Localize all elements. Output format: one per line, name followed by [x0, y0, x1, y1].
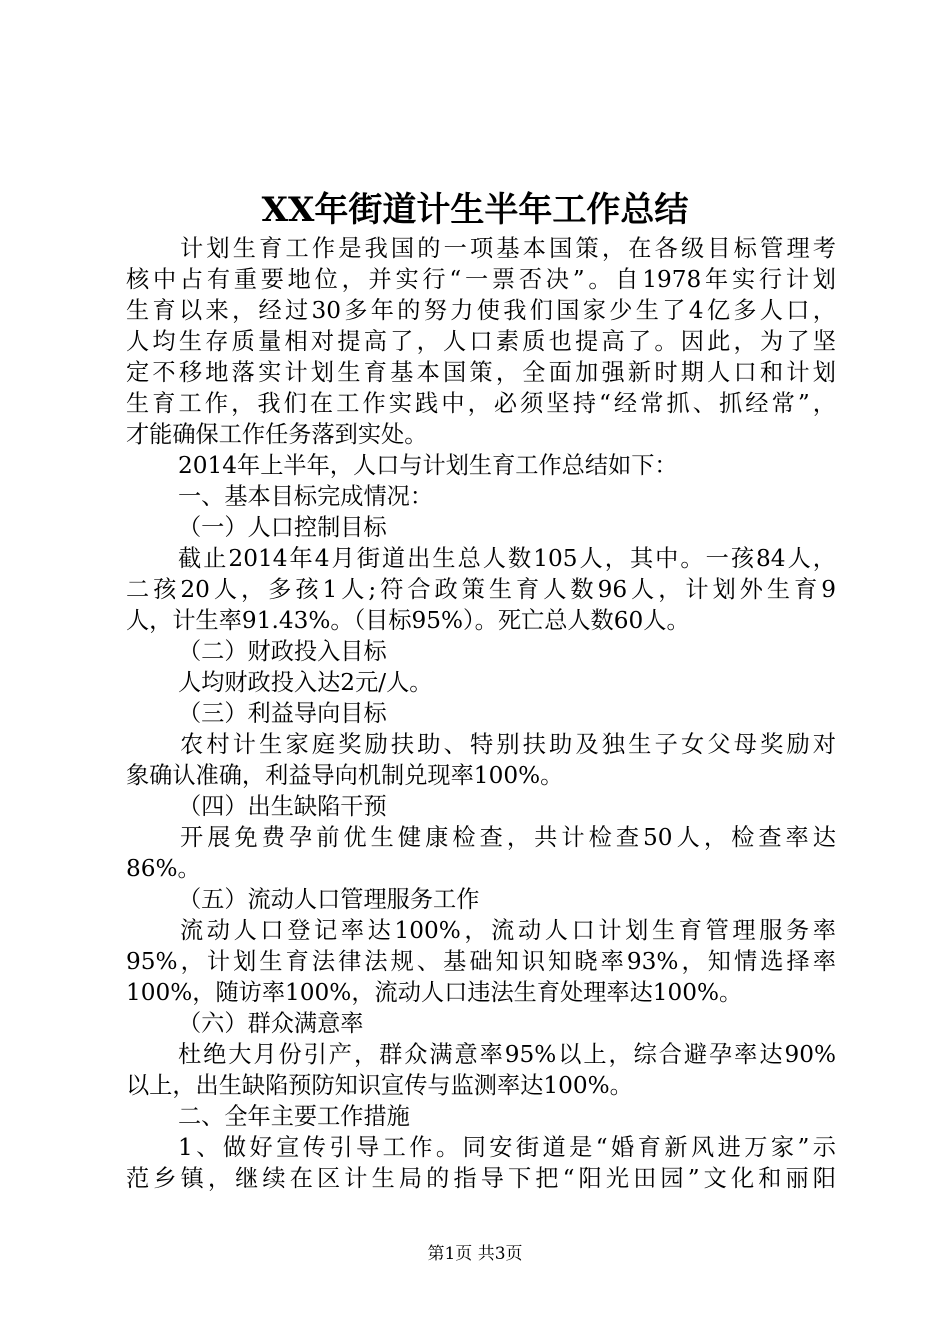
paragraph-line: 95%，计划生育法律法规、基础知识知晓率93%，知情选择率	[126, 948, 836, 975]
paragraph-line: 开展免费孕前优生健康检查，共计检查50人，检查率达	[180, 824, 836, 851]
paragraph-line: 定不移地落实计划生育基本国策，全面加强新时期人口和计划	[126, 359, 836, 386]
paragraph-line: 杜绝大月份引产，群众满意率95%以上，综合避孕率达90%	[178, 1041, 836, 1068]
paragraph-line: 2014年上半年，人口与计划生育工作总结如下：	[178, 452, 678, 479]
section-heading: 一、基本目标完成情况：	[178, 483, 434, 510]
subsection-heading: （二）财政投入目标	[178, 638, 387, 665]
paragraph-line: 才能确保工作任务落到实处。	[126, 421, 428, 448]
paragraph-line: 核中占有重要地位，并实行“一票否决”。自1978年实行计划	[126, 266, 836, 293]
paragraph-line: 100%，随访率100%，流动人口违法生育处理率达100%。	[126, 979, 743, 1006]
paragraph-line: 流动人口登记率达100%，流动人口计划生育管理服务率	[180, 917, 836, 944]
paragraph-line: 人均财政投入达2元/人。	[178, 669, 433, 696]
subsection-heading: （一）人口控制目标	[178, 514, 387, 541]
page-footer: 第1页 共3页	[427, 1244, 523, 1264]
document-title: XX年街道计生半年工作总结	[261, 190, 689, 230]
section-heading: 二、全年主要工作措施	[178, 1103, 410, 1130]
paragraph-line: 1、做好宣传引导工作。同安街道是“婚育新风进万家”示	[178, 1134, 836, 1161]
paragraph-line: 范乡镇，继续在区计生局的指导下把“阳光田园”文化和丽阳	[126, 1165, 836, 1192]
paragraph-line: 计划生育工作是我国的一项基本国策，在各级目标管理考	[180, 235, 836, 262]
paragraph-line: 人，计生率91.43%。（目标95%）。死亡总人数60人。	[126, 607, 690, 634]
subsection-heading: （三）利益导向目标	[178, 700, 387, 727]
subsection-heading: （五）流动人口管理服务工作	[178, 886, 480, 913]
paragraph-line: 人均生存质量相对提高了，人口素质也提高了。因此，为了坚	[126, 328, 836, 355]
paragraph-line: 二孩20人，多孩1人;符合政策生育人数96人，计划外生育9	[126, 576, 836, 603]
paragraph-line: 农村计生家庭奖励扶助、特别扶助及独生子女父母奖励对	[180, 731, 836, 758]
paragraph-line: 截止2014年4月街道出生总人数105人，其中。一孩84人，	[178, 545, 836, 572]
paragraph-line: 以上，出生缺陷预防知识宣传与监测率达100%。	[126, 1072, 633, 1099]
paragraph-line: 象确认准确，利益导向机制兑现率100%。	[126, 762, 564, 789]
paragraph-line: 生育工作，我们在工作实践中，必须坚持“经常抓、抓经常”，	[126, 390, 836, 417]
paragraph-line: 86%。	[126, 855, 201, 882]
paragraph-line: 生育以来，经过30多年的努力使我们国家少生了4亿多人口，	[126, 297, 836, 324]
subsection-heading: （六）群众满意率	[178, 1010, 364, 1037]
subsection-heading: （四）出生缺陷干预	[178, 793, 387, 820]
